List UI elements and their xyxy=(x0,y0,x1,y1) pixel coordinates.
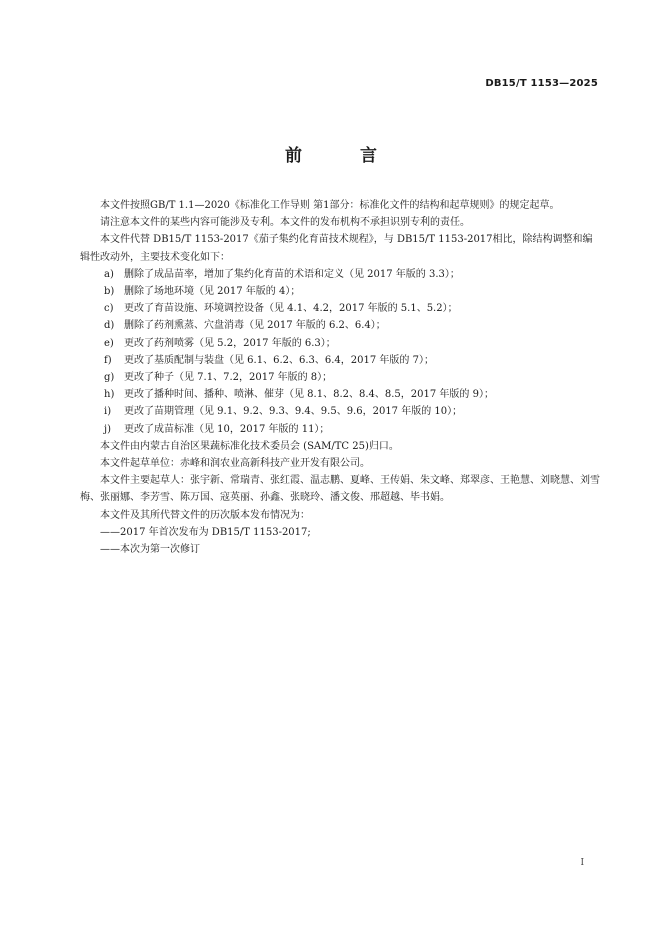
paragraph-drafting-basis: 本文件按照GB/T 1.1—2020《标准化工作导则 第1部分：标准化文件的结构和起草规则》的规定起草。 xyxy=(100,200,560,211)
list-text: 更改了育苗设施、环境调控设备（见 4.1、4.2，2017 年版的 5.1、5.2）； xyxy=(124,303,458,315)
list-text: 更改了药剂喷雾（见 5.2，2017 年版的 6.3）； xyxy=(124,337,336,349)
list-text: 删除了成品苗率，增加了集约化育苗的术语和定义（见 2017 年版的 3.3）； xyxy=(124,268,460,280)
list-marker: e) xyxy=(104,337,114,349)
page-title: 前 言 xyxy=(285,146,403,166)
list-item xyxy=(80,403,602,420)
list-item xyxy=(80,266,602,283)
list-marker: h) xyxy=(104,389,115,401)
list-text: 更改了播种时间、播种、喷淋、催芽（见 8.1、8.2、8.4、8.5，2017 年版的 9）； xyxy=(124,389,494,401)
change-list xyxy=(80,266,602,438)
list-item xyxy=(80,386,602,403)
list-text: 更改了成苗标准（见 10，2017 年版的 11）； xyxy=(124,423,330,435)
list-marker: j) xyxy=(104,423,112,435)
list-item xyxy=(80,335,602,352)
list-marker: a) xyxy=(104,268,114,280)
list-text: 更改了苗期管理（见 9.1、9.2、9.3、9.4、9.5、9.6，2017 年版的 10）； xyxy=(124,406,463,418)
list-marker: b) xyxy=(104,286,115,298)
page-number: I xyxy=(580,858,584,868)
list-marker: f) xyxy=(104,354,112,366)
list-marker: d) xyxy=(104,320,115,332)
paragraph-replacement: 本文件代替 DB15/T 1153-2017《茄子集约化育苗技术规程》，与 DB15/T 1153-2017相比，除结构调整和编辑性改动外，主要技术变化如下： xyxy=(80,234,593,263)
list-text: 更改了基质配制与装盘（见 6.1、6.2、6.3、6.4，2017 年版的 7）； xyxy=(124,354,434,366)
list-marker: g) xyxy=(104,372,115,384)
list-text: 删除了药剂熏蒸、穴盘消毒（见 2017 年版的 6.2、6.4）； xyxy=(124,320,386,332)
paragraph-committee: 本文件由内蒙古自治区果蔬标准化技术委员会 (SAM/TC 25)归口。 xyxy=(100,440,399,452)
list-item xyxy=(80,283,602,300)
list-item xyxy=(80,300,602,317)
paragraph-history-intro: 本文件及其所代替文件的历次版本发布情况为： xyxy=(100,509,310,521)
list-marker: i) xyxy=(104,406,112,418)
list-item xyxy=(80,421,602,438)
document-code: DB15/T 1153—2025 xyxy=(485,78,598,89)
list-item xyxy=(80,352,602,369)
paragraph-history-first: ——2017 年首次发布为 DB15/T 1153-2017; xyxy=(100,526,311,538)
list-text: 更改了种子（见 7.1、7.2，2017 年版的 8）； xyxy=(124,372,333,384)
list-marker: c) xyxy=(104,303,114,315)
paragraph-drafters: 本文件主要起草人：张宇新、常瑞青、张红霞、温志鹏、夏峰、王传娟、朱文峰、郑翠彦、王艳慧、刘晓慧、刘雪梅、张丽娜、李芳雪、陈万国、寇英丽、孙鑫、张晓玲、潘文俊、邢超越、毕书娟。 xyxy=(80,475,600,504)
list-item xyxy=(80,369,602,386)
list-item xyxy=(80,317,602,334)
paragraph-drafting-unit: 本文件起草单位：赤峰和润农业高新科技产业开发有限公司。 xyxy=(100,458,370,470)
paragraph-patent-notice: 请注意本文件的某些内容可能涉及专利。本文件的发布机构不承担识别专利的责任。 xyxy=(100,217,470,229)
paragraph-history-current: ——本次为第一次修订 xyxy=(100,544,200,556)
list-text: 删除了场地环境（见 2017 年版的 4）； xyxy=(124,286,301,298)
document-body xyxy=(80,197,602,558)
